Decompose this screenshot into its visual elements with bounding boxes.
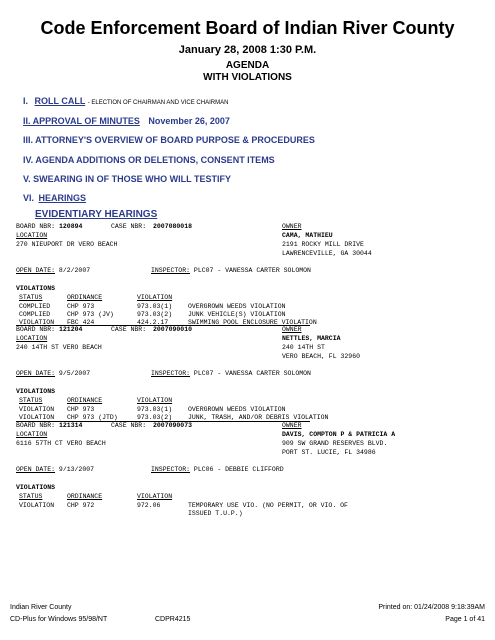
board-nbr-label: BOARD NBR: — [16, 326, 56, 333]
owner-address-line2: PORT ST. LUCIE, FL 34986 — [282, 449, 376, 456]
violation-code: 973.03(2) — [137, 311, 173, 318]
board-nbr-value: 120894 — [59, 223, 83, 230]
open-date-label: OPEN DATE: — [16, 370, 56, 377]
agenda-heading: AGENDA — [225, 60, 270, 71]
evidentiary-hearings-heading: EVIDENTIARY HEARINGS — [35, 209, 158, 220]
open-date — [16, 466, 94, 473]
inspector — [151, 466, 284, 473]
section-swearing-in: V. SWEARING IN OF THOSE WHO WILL TESTIFY — [23, 174, 232, 184]
section-note: - ELECTION OF CHAIRMAN AND VICE CHAIRMAN — [87, 100, 229, 106]
case-nbr-value: 2007090010 — [153, 326, 193, 333]
violation-description: TEMPORARY USE VIO. (NO PERMIT, OR VIO. OF — [188, 502, 348, 509]
board-nbr-value: 121314 — [59, 422, 83, 429]
case-nbr-label: CASE NBR: — [111, 223, 147, 230]
footer-county: Indian River County — [10, 604, 72, 611]
violation-status: VIOLATION — [19, 502, 55, 509]
open-date-label: OPEN DATE: — [16, 267, 56, 274]
board-nbr-value: 121204 — [59, 326, 83, 333]
violations-heading: VIOLATIONS — [16, 285, 56, 292]
location-label: LOCATION — [16, 335, 48, 342]
case-nbr-label: CASE NBR: — [111, 422, 147, 429]
section-approval-minutes — [23, 116, 230, 126]
violations-heading: VIOLATIONS — [16, 388, 56, 395]
violation-code: 424.2.17 — [137, 319, 169, 326]
open-date-value: 8/2/2007 — [58, 267, 91, 274]
case-block-3 — [16, 422, 486, 522]
section-label: II. APPROVAL OF MINUTES — [23, 116, 140, 126]
violation-description-continued: ISSUED T.U.P.) — [188, 510, 243, 517]
violation-status: COMPLIED — [19, 311, 51, 318]
owner-address-line1: 240 14TH ST — [282, 344, 325, 351]
inspector — [151, 267, 311, 274]
inspector-value: PLC07 - VANESSA CARTER SOLOMON — [193, 370, 311, 377]
owner-label: OWNER — [282, 326, 302, 333]
case-nbr-value: 2007080018 — [153, 223, 193, 230]
owner-name: CAMA, MATHIEU — [282, 232, 333, 239]
owner-address-line1: 909 SW GRAND RESERVES BLVD. — [282, 440, 388, 447]
violation-code: 973.03(1) — [137, 406, 173, 413]
section-attorney-overview: III. ATTORNEY'S OVERVIEW OF BOARD PURPOSE & PROCEDURES — [23, 135, 315, 145]
location-value: 240 14TH ST VERO BEACH — [16, 344, 102, 351]
violation-status: VIOLATION — [19, 406, 55, 413]
open-date — [16, 370, 90, 377]
violation-description: JUNK VEHICLE(S) VIOLATION — [188, 311, 286, 318]
inspector — [151, 370, 311, 377]
violations-heading: VIOLATIONS — [16, 484, 56, 491]
violation-header: VIOLATION — [137, 294, 173, 301]
footer-software: CD-Plus for Windows 95/98/NT — [10, 616, 108, 623]
status-header: STATUS — [19, 493, 43, 500]
status-header: STATUS — [19, 294, 43, 301]
footer-printed-on: Printed on: 01/24/2008 9:18:39AM — [378, 604, 485, 611]
violation-ordinance: CHP 973 — [67, 406, 95, 413]
location-label: LOCATION — [16, 431, 48, 438]
violation-ordinance: CHP 973 (JV) — [67, 311, 114, 318]
case-nbr-value: 2007090073 — [153, 422, 193, 429]
open-date-value: 9/5/2007 — [58, 370, 91, 377]
owner-name: NETTLES, MARCIA — [282, 335, 341, 342]
inspector-value: PLC06 - DEBBIE CLIFFORD — [193, 466, 284, 473]
location-label: LOCATION — [16, 232, 48, 239]
violation-ordinance: CHP 973 (JTD) — [67, 414, 118, 421]
violation-ordinance: FBC 424 — [67, 319, 95, 326]
section-label: ROLL CALL — [34, 96, 86, 106]
violation-ordinance: CHP 973 — [67, 303, 95, 310]
section-roll-call — [23, 96, 228, 106]
violation-status: VIOLATION — [19, 319, 55, 326]
ordinance-header: ORDINANCE — [67, 294, 103, 301]
meeting-date: January 28, 2008 1:30 P.M. — [178, 44, 317, 56]
owner-name: DAVIS, COMPTON P & PATRICIA A — [282, 431, 396, 438]
inspector-value: PLC07 - VANESSA CARTER SOLOMON — [193, 267, 311, 274]
open-date — [16, 267, 90, 274]
ordinance-header: ORDINANCE — [67, 397, 103, 404]
section-label: HEARINGS — [38, 193, 87, 203]
violation-status: COMPLIED — [19, 303, 51, 310]
owner-address-line2: LAWRENCEVILLE, GA 30044 — [282, 250, 372, 257]
minutes-date: November 26, 2007 — [148, 116, 230, 126]
document-title: Code Enforcement Board of Indian River County — [40, 18, 455, 38]
inspector-label: INSPECTOR: — [151, 267, 191, 274]
ordinance-header: ORDINANCE — [67, 493, 103, 500]
violation-description: SWIMMING POOL ENCLOSURE VIOLATION — [188, 319, 317, 326]
section-number: VI. — [23, 193, 35, 203]
section-hearings — [23, 193, 86, 203]
owner-address-line2: VERO BEACH, FL 32960 — [282, 353, 361, 360]
footer-report-code: CDPR4215 — [155, 616, 191, 623]
violation-header: VIOLATION — [137, 493, 173, 500]
inspector-label: INSPECTOR: — [151, 370, 191, 377]
open-date-label: OPEN DATE: — [16, 466, 56, 473]
owner-address-line1: 2191 ROCKY MILL DRIVE — [282, 241, 364, 248]
case-block-2 — [16, 326, 486, 426]
owner-label: OWNER — [282, 223, 302, 230]
location-value: 270 NIEUPORT DR VERO BEACH — [16, 241, 118, 248]
inspector-label: INSPECTOR: — [151, 466, 191, 473]
violation-ordinance: CHP 972 — [67, 502, 95, 509]
open-date-value: 9/13/2007 — [58, 466, 95, 473]
violation-description: OVERGROWN WEEDS VIOLATION — [188, 303, 286, 310]
case-nbr-label: CASE NBR: — [111, 326, 147, 333]
status-header: STATUS — [19, 397, 43, 404]
board-nbr-label: BOARD NBR: — [16, 223, 56, 230]
section-number: I. — [23, 96, 29, 106]
footer-page-number: Page 1 of 41 — [445, 616, 485, 623]
owner-label: OWNER — [282, 422, 302, 429]
location-value: 6116 57TH CT VERO BEACH — [16, 440, 106, 447]
violation-code: 973.03(2) — [137, 414, 173, 421]
violation-header: VIOLATION — [137, 397, 173, 404]
violation-code: 973.03(1) — [137, 303, 173, 310]
board-nbr-label: BOARD NBR: — [16, 422, 56, 429]
section-agenda-additions: IV. AGENDA ADDITIONS OR DELETIONS, CONSENT ITEMS — [23, 155, 275, 165]
violation-code: 972.06 — [137, 502, 161, 509]
violation-description: JUNK, TRASH, AND/OR DEBRIS VIOLATION — [188, 414, 329, 421]
violation-description: OVERGROWN WEEDS VIOLATION — [188, 406, 286, 413]
with-violations-heading: WITH VIOLATIONS — [203, 72, 292, 83]
violation-status: VIOLATION — [19, 414, 55, 421]
